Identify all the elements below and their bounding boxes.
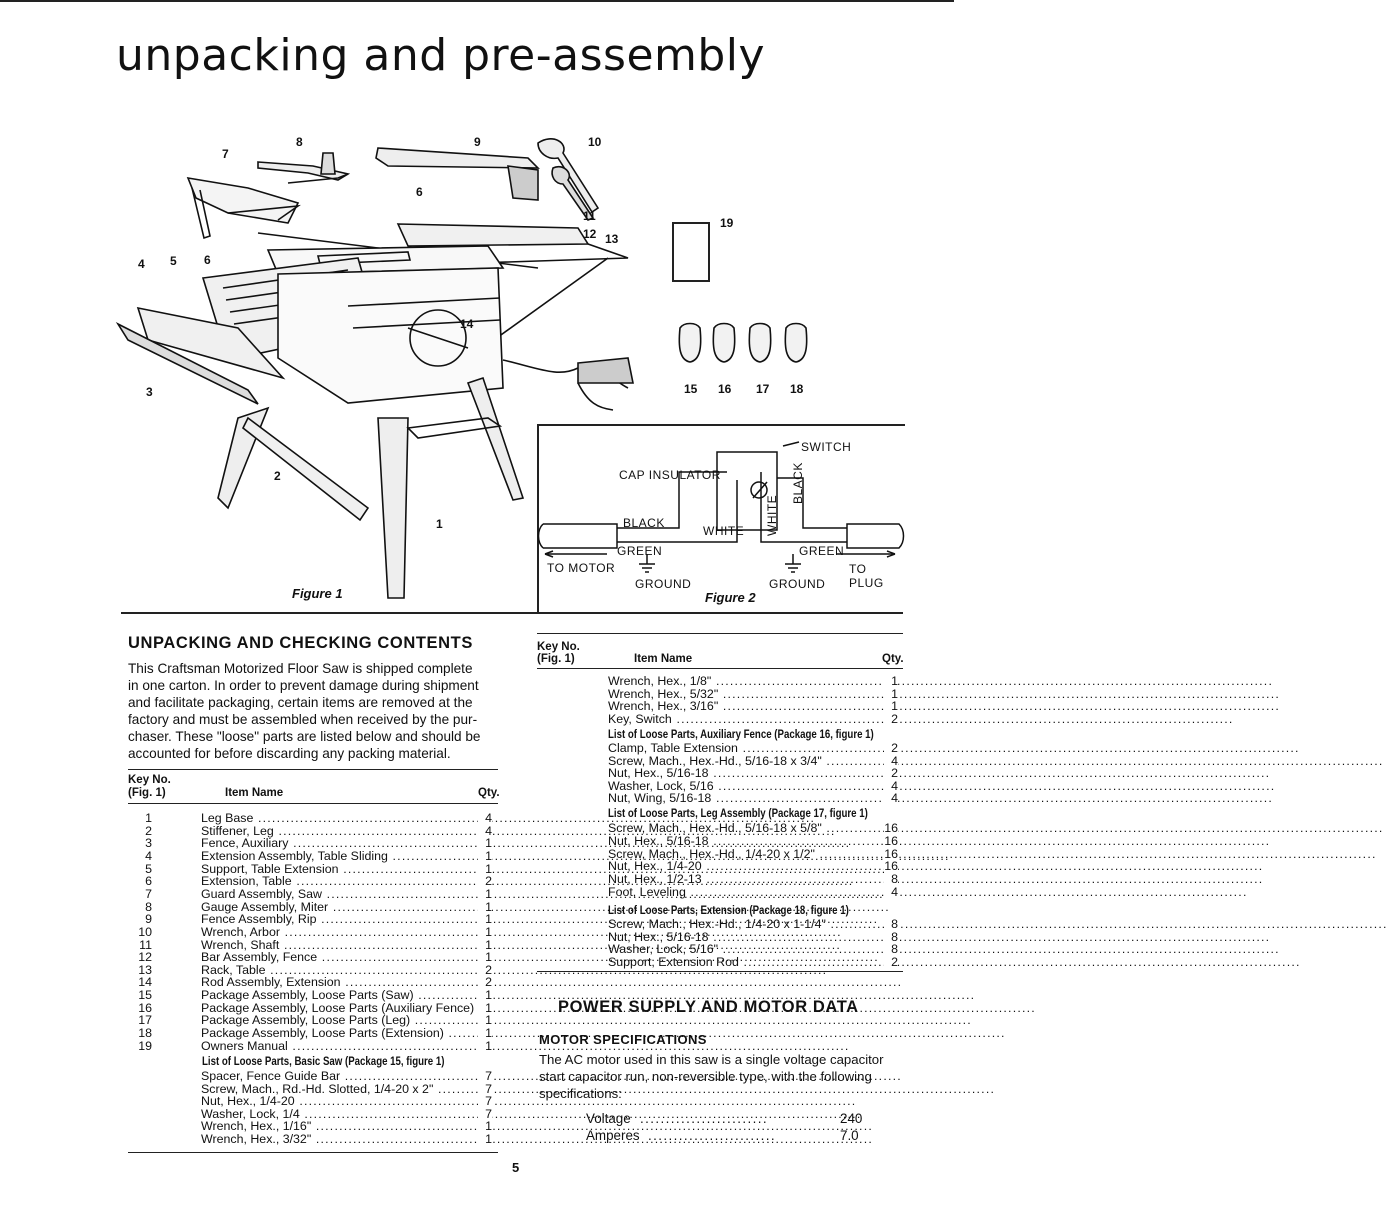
- parts-row: [124, 1133, 494, 1146]
- label-white-bottom: WHITE: [703, 524, 745, 538]
- parts-qty: 1: [478, 939, 492, 952]
- parts-qty: 16: [884, 846, 898, 861]
- callout-8: 8: [296, 135, 303, 149]
- parts-row: [124, 875, 494, 888]
- parts-qty: 1: [478, 1014, 492, 1027]
- label-black-left: BLACK: [623, 516, 665, 530]
- parts-key: 17: [138, 1013, 152, 1028]
- parts-row: [124, 926, 494, 939]
- parts-qty: 7: [478, 1108, 492, 1121]
- label-green-right: GREEN: [799, 544, 845, 558]
- parts-name: Stiffener, Leg .....: [201, 825, 472, 838]
- parts-key: 15: [138, 988, 152, 1003]
- parts-name: Nut, Hex., 1/2-13 .....: [608, 873, 878, 886]
- parts-qty: 1: [478, 888, 492, 901]
- motor-spec-heading: MOTOR SPECIFICATIONS: [539, 1032, 707, 1047]
- parts-qty: 1: [478, 989, 492, 1002]
- left-header-item: Item Name: [225, 787, 284, 799]
- label-cap-insulator: CAP INSULATOR: [619, 468, 721, 482]
- parts-key: 11: [139, 937, 152, 952]
- right-header-qty: Qty.: [882, 653, 904, 665]
- parts-qty: 1: [478, 1133, 492, 1146]
- callout-17: 17: [756, 382, 770, 396]
- left-header-key: Key No.: [128, 774, 171, 786]
- right-table-top-rule: [537, 633, 903, 634]
- power-line: specifications:: [539, 1086, 622, 1101]
- parts-name: Nut, Hex., 1/4-20 .....: [201, 1095, 472, 1108]
- power-line: The AC motor used in this saw is a single voltage capacitor: [539, 1052, 884, 1067]
- parts-qty: 4: [478, 825, 492, 838]
- parts-key: 12: [138, 950, 152, 965]
- callout-18: 18: [790, 382, 804, 396]
- parts-row: [608, 792, 900, 805]
- unpacking-line: and facilitate packaging, certain items are removed at the: [128, 695, 473, 710]
- parts-row: [608, 835, 900, 848]
- right-table-header-rule: [537, 668, 903, 669]
- parts-row: [608, 713, 900, 726]
- parts-key: 3: [145, 836, 152, 851]
- right-header-key: Key No.: [537, 641, 580, 653]
- power-heading: POWER SUPPLY AND MOTOR DATA: [558, 998, 859, 1016]
- parts-row: [124, 913, 494, 926]
- parts-qty: 1: [478, 1002, 492, 1015]
- unpacking-line: factory and must be assembled when received by the pur-: [128, 712, 478, 727]
- parts-qty: 16: [884, 833, 898, 848]
- parts-name: Extension, Table .....: [201, 875, 472, 888]
- label-to-motor: TO MOTOR: [547, 561, 616, 575]
- parts-qty: 1: [478, 901, 492, 914]
- parts-name: Leg Base .....: [201, 812, 472, 825]
- callout-19: 19: [720, 216, 734, 230]
- parts-qty: 2: [478, 976, 492, 989]
- parts-name: Extension Assembly, Table Sliding .....: [201, 850, 472, 863]
- parts-row: [124, 1095, 494, 1108]
- parts-qty: 2: [884, 742, 898, 755]
- parts-key: 7: [145, 886, 152, 901]
- parts-qty: 2: [884, 956, 898, 969]
- parts-key: 6: [145, 874, 152, 889]
- parts-qty: 1: [478, 1120, 492, 1133]
- parts-key: 8: [145, 899, 152, 914]
- parts-key: 14: [138, 975, 152, 990]
- parts-name: Wrench, Hex., 5/32" .....: [608, 688, 878, 701]
- unpacking-line: chaser. These "loose" parts are listed below and should be: [128, 729, 481, 744]
- parts-qty: 4: [884, 755, 898, 768]
- parts-row: [608, 943, 900, 956]
- parts-row: [124, 989, 494, 1002]
- parts-key: 9: [145, 912, 152, 927]
- parts-name: Screw, Mach., Hex.-Hd., 5/16-18 x 3/4" .....: [608, 755, 878, 768]
- label-white-vertical: WHITE: [765, 494, 779, 536]
- parts-name: Wrench, Shaft .....: [201, 939, 472, 952]
- parts-key: 10: [138, 924, 152, 939]
- parts-key: 19: [138, 1038, 152, 1053]
- package17-list: [608, 822, 900, 902]
- parts-name: Nut, Wing, 5/16-18 .....: [608, 792, 878, 805]
- unpacking-heading: UNPACKING AND CHECKING CONTENTS: [128, 634, 473, 652]
- parts-name: Screw, Mach., Rd.-Hd. Slotted, 1/4-20 x 2" .....: [201, 1083, 472, 1096]
- callout-7: 7: [222, 147, 229, 161]
- callout-15: 15: [684, 382, 698, 396]
- unpacking-line: in one carton. In order to prevent damage during shipment: [128, 678, 479, 693]
- parts-name: Wrench, Hex., 3/16" .....: [608, 700, 878, 713]
- callout-1: 1: [436, 517, 443, 531]
- parts-key: 2: [145, 823, 152, 838]
- power-paragraph: [539, 1051, 909, 1102]
- parts-name: Bar Assembly, Fence .....: [201, 951, 472, 964]
- parts-qty: 1: [478, 951, 492, 964]
- figure-1-caption: Figure 1: [292, 586, 343, 601]
- parts-name: Rack, Table .....: [201, 964, 472, 977]
- parts-name: Clamp, Table Extension .....: [608, 742, 878, 755]
- parts-name: Key, Switch .....: [608, 713, 878, 726]
- parts-qty: 1: [478, 1027, 492, 1040]
- parts-qty: 4: [478, 812, 492, 825]
- parts-row: [124, 1027, 494, 1040]
- label-black-vertical: BLACK: [791, 462, 805, 504]
- parts-row: [608, 675, 900, 688]
- parts-row: [124, 951, 494, 964]
- parts-qty: 2: [478, 964, 492, 977]
- parts-name: Wrench, Hex., 3/32" .....: [201, 1133, 472, 1146]
- spec-label: Amperes: [586, 1128, 640, 1143]
- parts-qty: 1: [478, 850, 492, 863]
- parts-name: Nut, Hex., 5/16-18 .....: [608, 767, 878, 780]
- parts-qty: 1: [478, 837, 492, 850]
- callout-2: 2: [274, 469, 281, 483]
- parts-key: 5: [145, 861, 152, 876]
- parts-key: 4: [145, 848, 152, 863]
- figure-2-caption: Figure 2: [705, 590, 756, 605]
- parts-name: Nut, Hex., 1/4-20 .....: [608, 860, 878, 873]
- figure-bottom-rule: [121, 612, 903, 614]
- left-parts-table: [124, 812, 494, 1052]
- parts-row: [608, 956, 900, 969]
- package18-list: [608, 918, 900, 970]
- parts-name: Package Assembly, Loose Parts (Leg) .....: [201, 1014, 472, 1027]
- parts-qty: 8: [884, 931, 898, 944]
- package18-heading: List of Loose Parts, Extension (Package 18, figure 1): [608, 903, 849, 917]
- callout-3: 3: [146, 385, 153, 399]
- parts-row: [608, 886, 900, 899]
- parts-qty: 8: [884, 873, 898, 886]
- owners-manual-illustration: [672, 222, 710, 282]
- spec-amperes: [586, 1127, 866, 1144]
- callout-13: 13: [605, 232, 619, 246]
- parts-key: 16: [138, 1000, 152, 1015]
- callout-10: 10: [588, 135, 602, 149]
- parts-name: Support, Extension Rod .....: [608, 956, 878, 969]
- parts-qty: 4: [884, 886, 898, 899]
- parts-qty: 4: [884, 792, 898, 805]
- parts-name: Screw, Mach., Hex.-Hd., 5/16-18 x 5/8" .....: [608, 822, 878, 835]
- parts-name: Nut, Hex., 5/16-18 .....: [608, 835, 878, 848]
- parts-row: [124, 850, 494, 863]
- parts-name: Nut, Hex., 5/16-18 .....: [608, 931, 878, 944]
- callout-14: 14: [460, 317, 474, 331]
- parts-name: Wrench, Arbor .....: [201, 926, 472, 939]
- parts-name: Rod Assembly, Extension .....: [201, 976, 472, 989]
- parts-row: [608, 700, 900, 713]
- unpacking-line: accounted for before discarding any packing material.: [128, 746, 451, 761]
- left-header-qty: Qty.: [478, 787, 500, 799]
- parts-qty: 7: [478, 1095, 492, 1108]
- parts-row: [124, 888, 494, 901]
- page-number: 5: [512, 1160, 520, 1175]
- parts-name: Washer, Lock, 1/4 .....: [201, 1108, 472, 1121]
- parts-name: Fence Assembly, Rip .....: [201, 913, 472, 926]
- parts-qty: 16: [884, 821, 898, 835]
- parts-qty: 8: [884, 943, 898, 956]
- package17-heading: List of Loose Parts, Leg Assembly (Package 17, figure 1): [608, 806, 868, 820]
- parts-qty: 1: [884, 688, 898, 701]
- label-switch: SWITCH: [801, 440, 852, 454]
- right-header-fig: (Fig. 1): [537, 653, 575, 665]
- spec-value: 7.0: [840, 1128, 859, 1143]
- parts-name: Guard Assembly, Saw .....: [201, 888, 472, 901]
- parts-qty: 1: [478, 926, 492, 939]
- parts-qty: 16: [884, 859, 898, 874]
- page-title: unpacking and pre-assembly: [116, 30, 766, 81]
- package16-heading: List of Loose Parts, Auxiliary Fence (Package 16, figure 1): [608, 727, 874, 741]
- callout-6a: 6: [416, 185, 423, 199]
- callout-16: 16: [718, 382, 732, 396]
- right-top-list: [608, 675, 900, 727]
- parts-name: Fence, Auxiliary .....: [201, 837, 472, 850]
- parts-qty: 2: [478, 875, 492, 888]
- callout-5: 5: [170, 254, 177, 268]
- parts-qty: 8: [884, 918, 898, 931]
- spec-leader: .........................: [648, 1128, 777, 1143]
- parts-name: Package Assembly, Loose Parts (Saw) .....: [201, 989, 472, 1002]
- parts-name: Package Assembly, Loose Parts (Auxiliary Fence) .....: [201, 1002, 472, 1015]
- parts-qty: 4: [884, 780, 898, 793]
- left-table-header-rule: [128, 803, 498, 804]
- motor-specs: [586, 1110, 866, 1144]
- parts-name: Wrench, Hex., 1/16" .....: [201, 1120, 472, 1133]
- parts-qty: 7: [478, 1070, 492, 1083]
- parts-name: Gauge Assembly, Miter .....: [201, 901, 472, 914]
- callout-6b: 6: [204, 253, 211, 267]
- parts-row: [608, 742, 900, 755]
- label-green-left: GREEN: [617, 544, 663, 558]
- parts-key: 18: [138, 1026, 152, 1041]
- parts-name: Package Assembly, Loose Parts (Extension) .....: [201, 1027, 472, 1040]
- parts-key: 13: [138, 962, 152, 977]
- callout-12: 12: [583, 227, 597, 241]
- parts-name: Spacer, Fence Guide Bar .....: [201, 1070, 472, 1083]
- spec-label: Voltage: [586, 1111, 631, 1126]
- left-table-bottom-rule: [128, 1152, 498, 1153]
- parts-qty: 2: [884, 767, 898, 780]
- package-bags-icon: [674, 318, 824, 368]
- figure-2: [537, 424, 903, 612]
- parts-row: [608, 822, 900, 835]
- package16-list: [608, 742, 900, 807]
- unpacking-line: This Craftsman Motorized Floor Saw is shipped complete: [128, 661, 473, 676]
- unpacking-paragraph: [128, 660, 500, 762]
- parts-qty: 1: [478, 1040, 492, 1053]
- package-bags: [674, 318, 824, 398]
- parts-name: Washer, Lock, 5/16" .....: [608, 943, 878, 956]
- left-table-top-rule: [128, 769, 498, 770]
- parts-row: [124, 1070, 494, 1083]
- package15-heading: List of Loose Parts, Basic Saw (Package 15, figure 1): [202, 1054, 445, 1068]
- parts-name: Owners Manual .....: [201, 1040, 472, 1053]
- parts-name: Screw, Mach., Hex.-Hd., 1/4-20 x 1/2" .....: [608, 848, 878, 861]
- parts-name: Support, Table Extension .....: [201, 863, 472, 876]
- label-ground-left: GROUND: [635, 577, 692, 591]
- parts-name: Screw, Mach., Hex.-Hd., 1/4-20 x 1-1/4" .....: [608, 918, 878, 931]
- callout-11: 11: [583, 209, 596, 223]
- spec-leader: .........................: [640, 1111, 769, 1126]
- right-header-item: Item Name: [634, 653, 693, 665]
- parts-qty: 1: [478, 863, 492, 876]
- callout-4: 4: [138, 257, 145, 271]
- parts-row: [124, 812, 494, 825]
- parts-qty: 1: [478, 913, 492, 926]
- top-rule: [0, 0, 954, 2]
- parts-name: Washer, Lock, 5/16 .....: [608, 780, 878, 793]
- label-ground-right: GROUND: [769, 577, 826, 591]
- parts-name: Wrench, Hex., 1/8" .....: [608, 675, 878, 688]
- right-table-bottom-rule: [537, 971, 903, 972]
- parts-qty: 1: [884, 675, 898, 688]
- parts-qty: 7: [478, 1083, 492, 1096]
- parts-name: Foot, Leveling .....: [608, 886, 878, 899]
- parts-qty: 2: [884, 713, 898, 726]
- spec-voltage: [586, 1110, 866, 1127]
- callout-9: 9: [474, 135, 481, 149]
- parts-row: [608, 918, 900, 931]
- label-to-plug: TO PLUG: [849, 562, 884, 590]
- parts-row: [608, 767, 900, 780]
- spec-value: 240: [840, 1111, 863, 1126]
- parts-key: 1: [145, 811, 152, 825]
- package15-list: [124, 1070, 494, 1150]
- parts-row: [124, 1040, 494, 1053]
- power-line: start capacitor run, non-reversible type, with the following: [539, 1069, 872, 1084]
- left-header-fig: (Fig. 1): [128, 787, 166, 799]
- parts-qty: 1: [884, 700, 898, 713]
